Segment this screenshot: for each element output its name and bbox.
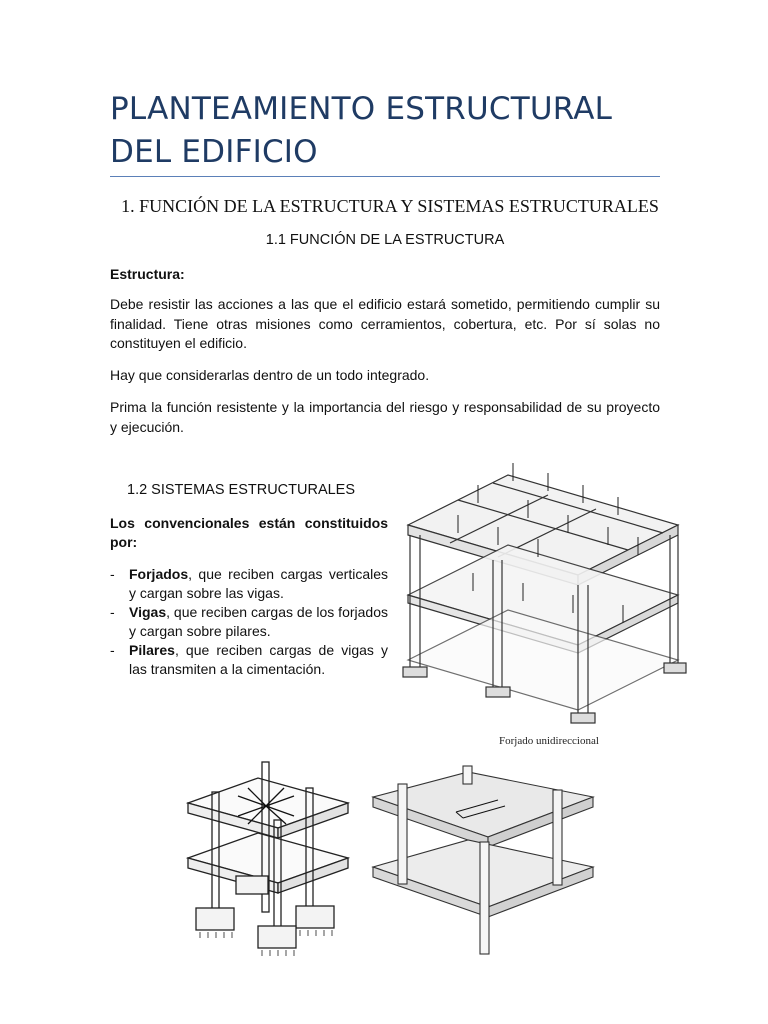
slab-columns-footings-illustration — [178, 758, 358, 968]
list-item-term: Pilares — [129, 642, 175, 658]
estructura-label: Estructura: — [110, 266, 185, 282]
list-item: - Forjados, que reciben cargas verticales y cargan sobre las vigas. — [110, 566, 388, 601]
paragraph-1: Debe resistir las acciones a las que el edificio estará sometido, permitiendo cumplir su finalidad. Tiene otras misiones como cerramientos, cobertura, etc. Por sí solas no constituyen el edificio. — [110, 296, 660, 351]
paragraph-3: Prima la función resistente y la importancia del riesgo y responsabilidad de su proyecto y ejecución. — [110, 399, 660, 435]
list-item: - Vigas, que reciben cargas de los forjados y cargan sobre pilares. — [110, 604, 388, 639]
list-item-term: Forjados — [129, 566, 189, 582]
two-slabs-illustration — [368, 762, 598, 962]
list-item-text: , que reciben cargas de vigas y las transmiten a la cimentación. — [129, 642, 388, 677]
title-line-2: DEL EDIFICIO — [110, 134, 318, 170]
structural-elements-list — [110, 565, 388, 679]
title-underline — [110, 176, 660, 177]
list-item: - Pilares, que reciben cargas de vigas y las transmiten a la cimentación. — [110, 642, 388, 677]
list-item-text: , que reciben cargas verticales y cargan sobre las vigas. — [129, 566, 388, 601]
subsection-heading-1-2: 1.2 SISTEMAS ESTRUCTURALES — [127, 482, 356, 498]
figure-caption: Forjado unidireccional — [499, 735, 599, 747]
convencionales-intro: Los convencionales están constituidos por: — [110, 515, 388, 550]
paragraph-2: Hay que considerarlas dentro de un todo integrado. — [110, 367, 430, 383]
building-structure-illustration — [398, 455, 688, 725]
list-item-text: , que reciben cargas de los forjados y cargan sobre pilares. — [129, 604, 388, 639]
list-item-term: Vigas — [129, 604, 167, 620]
page-title — [110, 88, 670, 174]
section-heading-1: 1. FUNCIÓN DE LA ESTRUCTURA Y SISTEMAS ESTRUCTURALES — [121, 196, 659, 216]
subsection-heading-1-1: 1.1 FUNCIÓN DE LA ESTRUCTURA — [265, 232, 505, 248]
title-line-1: PLANTEAMIENTO ESTRUCTURAL — [110, 91, 613, 127]
